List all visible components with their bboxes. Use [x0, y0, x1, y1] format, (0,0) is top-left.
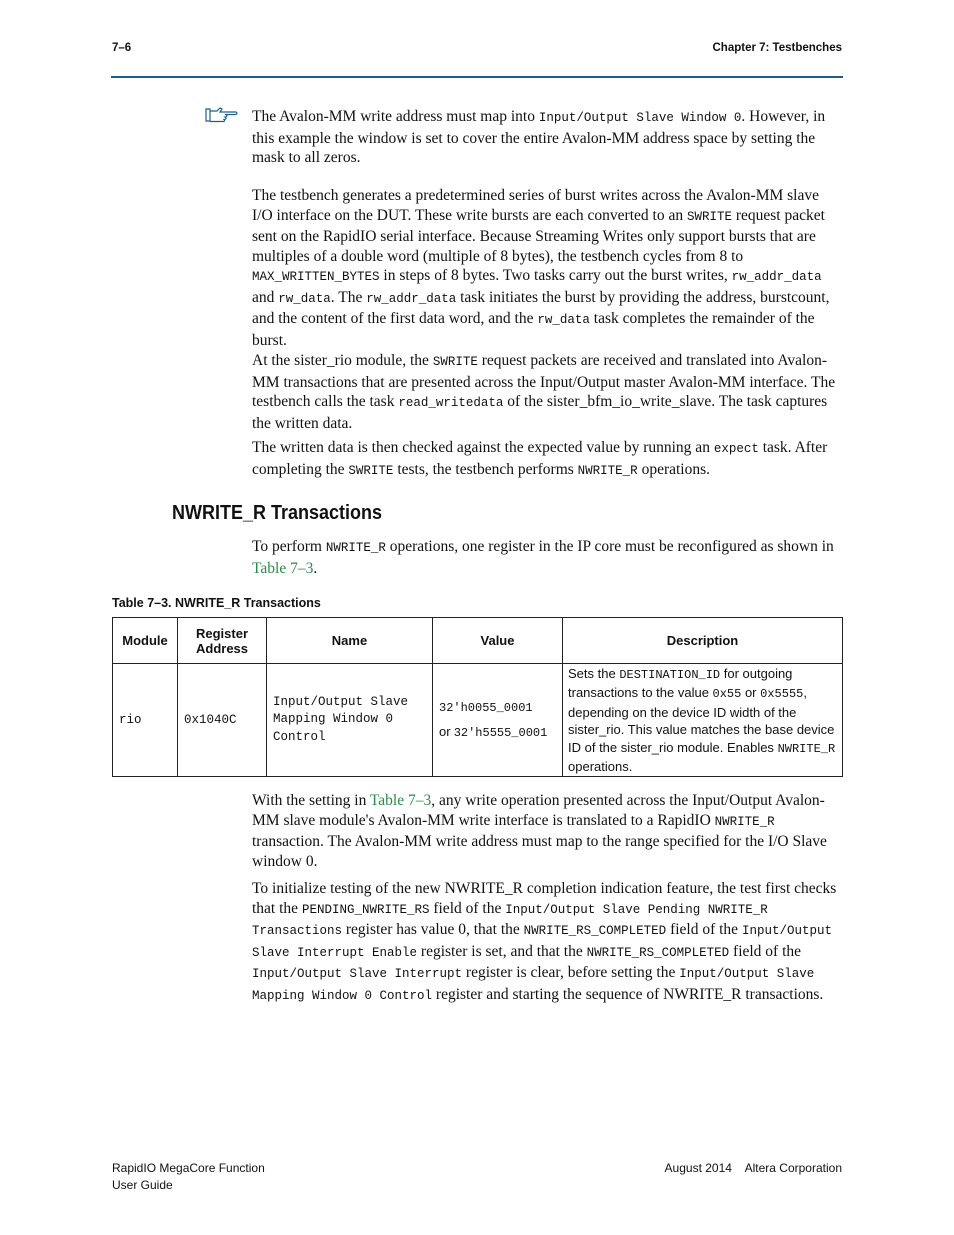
register-table	[112, 617, 843, 777]
table-link[interactable]: Table 7–3	[369, 792, 432, 809]
paragraph-expect: The written data is then checked against the expected value by running an expect task. After completing the SWRITE tests, the testbench performs NWRITE_R operations.	[252, 439, 828, 478]
header-name: Name	[267, 618, 433, 664]
paragraph-with-setting: With the setting in Table 7–3, any write operation presented across the Input/Output Avalon-MM slave module's Avalon-MM write interface is translated to a RapidIO NWRITE_R transaction. The Avalon-MM write address must map to the range specified for the I/O Slave window 0.	[252, 792, 827, 870]
paragraph-sister-rio: At the sister_rio module, the SWRITE request packets are received and translated into Avalon-MM transactions that are presented across the Input/Output master Avalon-MM interface. The testbench calls the task read_writedata of the sister_bfm_io_write_slave. The task captures the written data.	[252, 352, 836, 432]
header-register-address: Register Address	[178, 618, 267, 664]
table-link[interactable]: Table 7–3	[252, 559, 314, 577]
cell-module: rio	[113, 664, 178, 777]
paragraph-burst-writes: The testbench generates a predetermined series of burst writes across the Avalon-MM slave I/O interface on the DUT. These write bursts are each converted to an SWRITE request packet sent on the RapidIO serial interface. Because Streaming Writes only support bursts that are multiples of a double word (multiple of 8 bytes), the testbench cycles from 8 to MAX_WRITTEN_BYTES in steps of 8 bytes. Two tasks carry out the burst writes, rw_addr_data and rw_data. The rw_addr_data task initiates the burst by providing the address, burstcount, and the content of the first data word, and the rw_data task completes the remainder of the burst.	[252, 187, 830, 349]
header-description: Description	[563, 618, 843, 664]
header-value: Value	[433, 618, 563, 664]
table-header-row	[113, 618, 843, 664]
table-row	[113, 664, 843, 777]
cell-address: 0x1040C	[178, 664, 267, 777]
header-module: Module	[113, 618, 178, 664]
paragraph-initialize: To initialize testing of the new NWRITE_R completion indication feature, the test first checks that the PENDING_NWRITE_RS field of the Input/Output Slave Pending NWRITE_R Transactions register has value 0, that the NWRITE_RS_COMPLETED field of the Input/Output Slave Interrupt Enable register is set, and that the NWRITE_RS_COMPLETED field of the Input/Output Slave Interrupt register is clear, before setting the Input/Output Slave Mapping Window 0 Control register and starting the sequence of NWRITE_R transactions.	[252, 880, 837, 1003]
footer-left: RapidIO MegaCore Function User Guide	[112, 1161, 265, 1192]
cell-description: Sets the DESTINATION_ID for outgoing transactions to the value 0x55 or 0x5555, depending on the device ID width of the sister_rio. This value matches the base device ID of the sister_rio module. Enables NWRITE_R operations.	[563, 664, 843, 777]
page-number: 7–6	[112, 42, 132, 54]
cell-value: 32'h0055_0001 or 32'h5555_0001	[433, 664, 563, 777]
paragraph-to-perform: To perform NWRITE_R operations, one register in the IP core must be reconfigured as shown in Table 7–3.	[252, 538, 834, 577]
cell-name: Input/Output Slave Mapping Window 0 Control	[267, 664, 433, 777]
pointing-hand-icon	[205, 107, 239, 123]
note-paragraph: The Avalon-MM write address must map into Input/Output Slave Window 0. However, in this example the window is set to cover the entire Avalon-MM address space by setting the mask to all zeros.	[252, 108, 826, 166]
header-rule	[111, 76, 843, 78]
table-caption: Table 7–3. NWRITE_R Transactions	[112, 596, 321, 610]
footer-right: August 2014 Altera Corporation	[664, 1161, 842, 1175]
section-heading: NWRITE_R Transactions	[172, 502, 383, 524]
chapter-title: Chapter 7: Testbenches	[712, 42, 842, 54]
